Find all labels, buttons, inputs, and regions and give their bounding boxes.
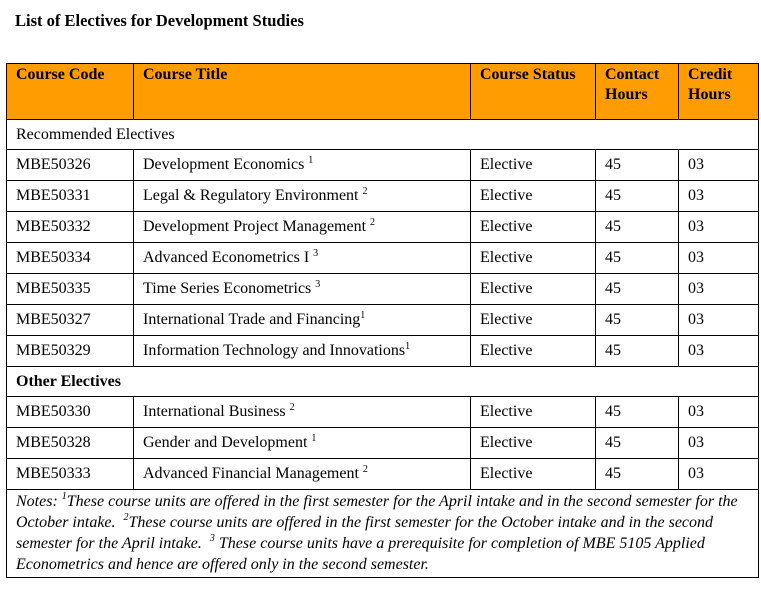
credit-hours-cell: 03 [679,397,759,428]
contact-hours-cell: 45 [596,181,679,212]
header-row [7,64,759,120]
course-title-text: Time Series Econometrics [143,280,316,297]
note-text: These course units have a prerequisite for completion of MBE 5105 Applied Econometrics and hence are offered only in the second semester. [16,535,709,573]
course-title-cell [134,428,471,459]
course-title-cell [134,212,471,243]
course-status-cell: Elective [471,150,596,181]
course-title-text: Development Project Management [143,218,371,235]
notes-lead: Notes: [16,493,62,510]
contact-hours-cell: 45 [596,212,679,243]
contact-hours-cell: 45 [596,243,679,274]
course-title-cell [134,336,471,367]
table-row [7,150,759,181]
course-title-text: Advanced Financial Management [143,465,363,482]
footnote-marker: 1 [360,310,366,321]
course-status-cell: Elective [471,459,596,490]
table-body [7,120,759,578]
course-code-cell: MBE50330 [7,397,134,428]
table-row [7,181,759,212]
course-title-text: Legal & Regulatory Environment [143,187,363,204]
table-row [7,212,759,243]
section-row [7,120,759,150]
course-status-cell: Elective [471,428,596,459]
course-title-cell [134,150,471,181]
column-header-contact-hours: Contact Hours [596,64,679,120]
table-row [7,428,759,459]
course-status-cell: Elective [471,243,596,274]
section-label: Other Electives [7,367,759,397]
course-code-cell: MBE50334 [7,243,134,274]
column-header-credit-hours: Credit Hours [679,64,759,120]
course-title-text: International Trade and Financing [143,311,361,328]
contact-hours-cell: 45 [596,305,679,336]
footnote-marker: 2 [362,186,368,197]
course-title-cell [134,274,471,305]
table-row [7,243,759,274]
course-title-text: Advanced Econometrics I [143,249,314,266]
footnote-marker: 2 [289,402,295,413]
credit-hours-cell: 03 [679,181,759,212]
page-title: List of Electives for Development Studies [15,11,304,30]
course-title-text: Gender and Development [143,434,312,451]
course-code-cell: MBE50333 [7,459,134,490]
column-header-course-title: Course Title [134,64,471,120]
table-row [7,305,759,336]
note-marker: 2 [123,512,129,523]
notes-row [7,490,759,578]
credit-hours-cell: 03 [679,459,759,490]
footnote-marker: 1 [405,341,411,352]
footnote-marker: 1 [308,155,314,166]
column-header-course-status: Course Status [471,64,596,120]
contact-hours-cell: 45 [596,397,679,428]
course-title-text: Development Economics [143,156,309,173]
credit-hours-cell: 03 [679,150,759,181]
table-row [7,336,759,367]
course-status-cell: Elective [471,305,596,336]
course-status-cell: Elective [471,397,596,428]
credit-hours-cell: 03 [679,243,759,274]
table-row [7,274,759,305]
course-title-text: International Business [143,403,290,420]
table-row [7,397,759,428]
note-text: These course units are offered in the first semester for the October intake and in the second semester for the April intake. [16,514,718,552]
footnote-marker: 2 [370,217,376,228]
course-status-cell: Elective [471,274,596,305]
course-title-cell [134,243,471,274]
contact-hours-cell: 45 [596,459,679,490]
credit-hours-cell: 03 [679,274,759,305]
section-row [7,367,759,397]
course-status-cell: Elective [471,336,596,367]
course-title-cell [134,397,471,428]
credit-hours-cell: 03 [679,336,759,367]
section-label: Recommended Electives [7,120,759,150]
course-code-cell: MBE50335 [7,274,134,305]
contact-hours-cell: 45 [596,428,679,459]
course-code-cell: MBE50331 [7,181,134,212]
credit-hours-cell: 03 [679,428,759,459]
note-text: These course units are offered in the first semester for the April intake and in the second semester for the October intake. [16,493,742,531]
course-title-cell [134,459,471,490]
course-status-cell: Elective [471,212,596,243]
course-code-cell: MBE50329 [7,336,134,367]
footnote-marker: 2 [362,464,368,475]
column-header-course-code: Course Code [7,64,134,120]
course-code-cell: MBE50332 [7,212,134,243]
footnote-marker: 3 [315,279,321,290]
footnote-marker: 3 [313,248,319,259]
contact-hours-cell: 45 [596,274,679,305]
credit-hours-cell: 03 [679,305,759,336]
note-marker: 3 [209,533,215,544]
course-code-cell: MBE50327 [7,305,134,336]
credit-hours-cell: 03 [679,212,759,243]
note-marker: 1 [61,491,67,502]
course-code-cell: MBE50328 [7,428,134,459]
footnote-marker: 1 [311,433,317,444]
contact-hours-cell: 45 [596,336,679,367]
course-title-cell [134,181,471,212]
course-status-cell: Elective [471,181,596,212]
course-code-cell: MBE50326 [7,150,134,181]
electives-table [6,63,759,578]
table-row [7,459,759,490]
notes-cell [7,490,759,578]
contact-hours-cell: 45 [596,150,679,181]
course-title-text: Information Technology and Innovations [143,342,406,359]
course-title-cell [134,305,471,336]
